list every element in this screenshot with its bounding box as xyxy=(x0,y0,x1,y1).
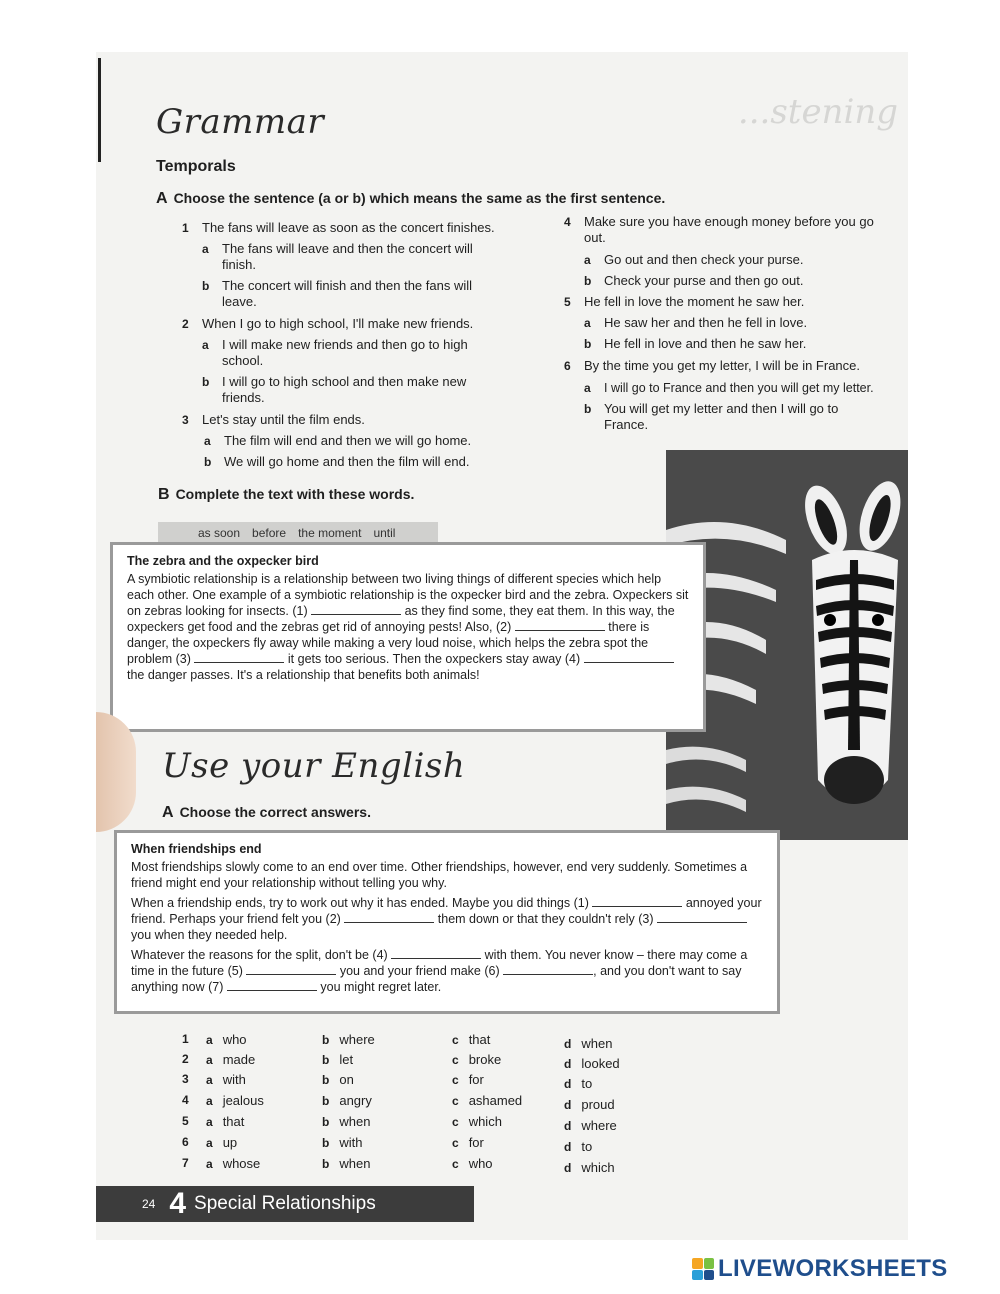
answer-option[interactable]: d when xyxy=(564,1036,613,1051)
answer-option[interactable]: a made xyxy=(206,1052,256,1067)
answer-option[interactable]: c ashamed xyxy=(452,1093,523,1108)
friendship-text-title: When friendships end xyxy=(131,842,262,856)
answer-option[interactable]: b angry xyxy=(322,1093,372,1108)
friendship-paragraph-1: Most friendships slowly come to an end over time. Other friendships, however, end very suddenly. Sometimes a friend might end your relationship without telling you why. xyxy=(131,860,748,890)
question-6-option-b[interactable]: b You will get my letter and then I will go to France. xyxy=(584,401,839,432)
brand-name: LIVEWORKSHEETS xyxy=(718,1255,948,1282)
faded-background-heading: ...stening xyxy=(737,92,898,132)
answer-option[interactable]: b where xyxy=(322,1032,375,1047)
answer-option[interactable]: b when xyxy=(322,1114,371,1129)
friendship-paragraph-3: Whatever the reasons for the split, don't be (4) with them. You never know – there may come a time in the future (5) you and your friend make (6) , and you don't want to say anything now (7) you might regret later. xyxy=(131,948,748,994)
answer-option[interactable]: c who xyxy=(452,1156,493,1171)
zebra-text-title: The zebra and the oxpecker bird xyxy=(127,554,319,568)
answer-option[interactable]: c for xyxy=(452,1135,484,1150)
answer-row: 5 a that b when c which d where xyxy=(182,1114,617,1133)
answer-row: 6 a up b with c for d to xyxy=(182,1135,593,1154)
blank-4-input[interactable] xyxy=(584,652,674,663)
answer-option[interactable]: a with xyxy=(206,1072,246,1087)
word-bank-item: as soon xyxy=(198,526,241,540)
answer-row: 7 a whose b when c who d which xyxy=(182,1156,615,1175)
answer-option[interactable]: a up xyxy=(206,1135,238,1150)
answer-row: 1 a who b where c that d when xyxy=(182,1032,613,1051)
word-bank-item: the moment xyxy=(298,526,362,540)
word-bank-item: until xyxy=(373,526,396,540)
liveworksheets-grid-icon xyxy=(692,1258,714,1280)
section-letter: B xyxy=(158,486,170,503)
question-5-option-b[interactable]: b He fell in love and then he saw her. xyxy=(584,336,807,351)
blank-1-input[interactable] xyxy=(311,604,401,615)
question-1-option-a[interactable]: a The fans will leave and then the concert will finish. xyxy=(202,241,473,272)
answer-option[interactable]: c that xyxy=(452,1032,491,1047)
answer-option[interactable]: b when xyxy=(322,1156,371,1171)
grammar-a-instruction: Choose the sentence (a or b) which means the same as the first sentence. xyxy=(173,190,666,206)
use-english-a-instruction: Choose the correct answers. xyxy=(179,804,371,820)
question-1-option-b[interactable]: b The concert will finish and then the fans will leave. xyxy=(202,278,473,309)
grammar-b-heading xyxy=(158,486,414,504)
question-4-option-b[interactable]: b Check your purse and then go out. xyxy=(584,273,804,288)
word-bank-item: before xyxy=(252,526,287,540)
thumb-shadow xyxy=(96,712,136,832)
temporals-subtitle: Temporals xyxy=(156,158,236,175)
use-english-title: Use your English xyxy=(162,746,466,786)
friendship-paragraph-2: When a friendship ends, try to work out why it has ended. Maybe you did things (1) annoyed your friend. Perhaps your friend felt you (2) them down or that they couldn't rely (3) you when they needed help. xyxy=(131,896,762,942)
answer-row: 2 a made b let c broke d looked xyxy=(182,1052,620,1071)
question-3-option-a[interactable]: a The film will end and then we will go home. xyxy=(204,433,472,448)
blank-4-input[interactable] xyxy=(391,948,481,959)
answer-option[interactable]: a that xyxy=(206,1114,245,1129)
question-6-option-a[interactable]: a I will go to France and then you will get my letter. xyxy=(584,381,874,395)
blank-2-input[interactable] xyxy=(344,912,434,923)
question-2: 2 When I go to high school, I'll make new friends. xyxy=(182,316,474,331)
unit-number: 4 xyxy=(169,1187,187,1220)
liveworksheets-logo[interactable] xyxy=(692,1254,948,1284)
blank-2-input[interactable] xyxy=(515,620,605,631)
friendship-text-box xyxy=(114,830,780,1014)
question-3: 3 Let's stay until the film ends. xyxy=(182,412,365,427)
answer-option[interactable]: a whose xyxy=(206,1156,261,1171)
zebra-text-body: A symbiotic relationship is a relationship between two living things of different species which help each other. One example of a symbiotic relationship is the oxpecker bird and the zebra. Oxpeckers sit on zebras looking for insects. (1) as they find some, they eat them. In this way, the oxpeckers get food and the zebras get rid of annoying pests! Also, (2) there is danger, the oxpeckers fly away while making a very loud noise, which helps the zebra spot the problem (3) it gets too serious. Then the oxpeckers stay away (4) the danger passes. It's a relationship that benefits both animals! xyxy=(127,572,689,682)
answer-option[interactable]: a jealous xyxy=(206,1093,264,1108)
page-footer xyxy=(96,1186,474,1222)
question-4-option-a[interactable]: a Go out and then check your purse. xyxy=(584,252,804,267)
unit-title: Special Relationships xyxy=(194,1193,376,1214)
blank-3-input[interactable] xyxy=(657,912,747,923)
answer-option[interactable]: d proud xyxy=(564,1097,615,1112)
answer-option[interactable]: d where xyxy=(564,1118,617,1133)
use-english-a-heading xyxy=(162,804,371,822)
worksheet-page xyxy=(96,52,908,1240)
question-3-option-b[interactable]: b We will go home and then the film will end. xyxy=(204,454,470,469)
grammar-b-instruction: Complete the text with these words. xyxy=(175,486,415,502)
question-5-option-a[interactable]: a He saw her and then he fell in love. xyxy=(584,315,808,330)
blank-5-input[interactable] xyxy=(246,964,336,975)
page-number: 24 xyxy=(142,1197,156,1211)
question-4: 4 Make sure you have enough money before you go out. xyxy=(564,214,874,245)
answer-row: 4 a jealous b angry c ashamed d proud xyxy=(182,1093,615,1112)
answer-option[interactable]: d looked xyxy=(564,1056,620,1071)
binding-edge xyxy=(98,58,101,162)
answer-option[interactable]: d to xyxy=(564,1076,593,1091)
answer-option[interactable]: c for xyxy=(452,1072,484,1087)
answer-option[interactable]: d to xyxy=(564,1139,593,1154)
question-5: 5 He fell in love the moment he saw her. xyxy=(564,294,805,309)
blank-1-input[interactable] xyxy=(592,896,682,907)
word-bank xyxy=(158,522,438,544)
question-2-option-b[interactable]: b I will go to high school and then make new friends. xyxy=(202,374,467,405)
section-letter: A xyxy=(162,804,174,821)
grammar-title: Grammar xyxy=(156,102,325,142)
question-1: 1 The fans will leave as soon as the concert finishes. xyxy=(182,220,495,235)
answer-row: 3 a with b on c for d to xyxy=(182,1072,593,1091)
blank-3-input[interactable] xyxy=(194,652,284,663)
zebra-text-box xyxy=(110,542,706,732)
blank-7-input[interactable] xyxy=(227,980,317,991)
answer-option[interactable]: c broke xyxy=(452,1052,502,1067)
answer-option[interactable]: b let xyxy=(322,1052,354,1067)
answer-option[interactable]: a who xyxy=(206,1032,247,1047)
answer-options xyxy=(182,1032,702,1175)
answer-option[interactable]: b with xyxy=(322,1135,363,1150)
question-2-option-a[interactable]: a I will make new friends and then go to high school. xyxy=(202,337,468,368)
blank-6-input[interactable] xyxy=(503,964,593,975)
grammar-a-heading xyxy=(156,190,665,208)
answer-option[interactable]: c which xyxy=(452,1114,502,1129)
answer-option[interactable]: d which xyxy=(564,1160,615,1175)
answer-option[interactable]: b on xyxy=(322,1072,354,1087)
section-letter: A xyxy=(156,190,168,207)
question-6: 6 By the time you get my letter, I will be in France. xyxy=(564,358,861,373)
